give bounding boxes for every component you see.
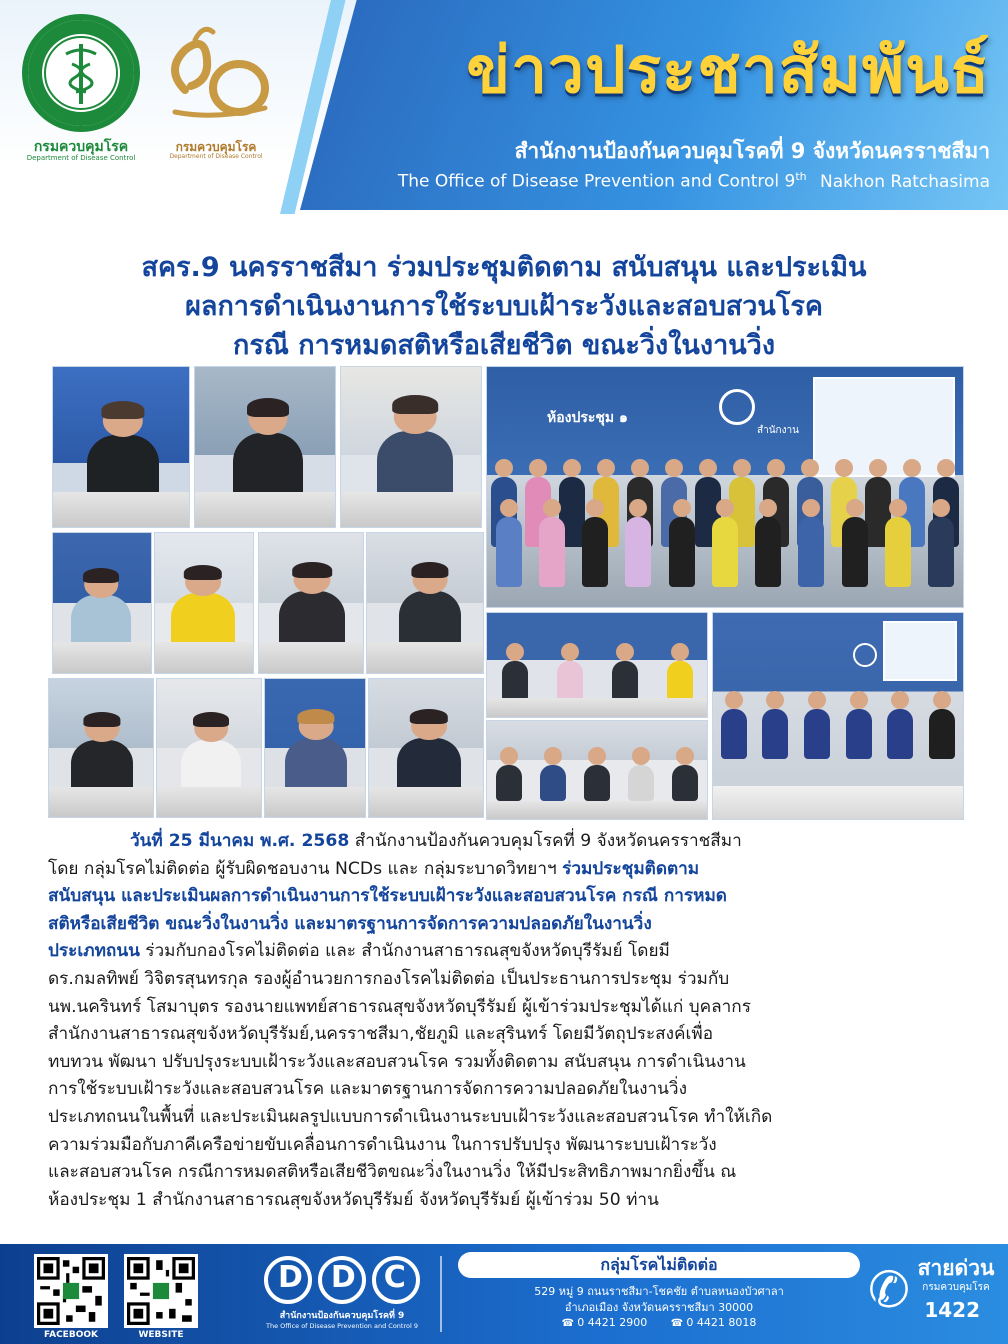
photo-speaker-2 xyxy=(194,366,336,528)
headline-line-2: ผลการดำเนินงานการใช้ระบบเฝ้าระวังและสอบสวนโรค xyxy=(185,291,823,322)
dept-name-en: Department of Disease Control xyxy=(26,154,136,162)
moph-logo xyxy=(22,14,140,132)
address-line-1: 529 หมู่ 9 ถนนราชสีมา-โชคชัย ตำบลหนองบัวศาลา xyxy=(534,1285,784,1298)
body-line: และสอบสวนโรค กรณีการหมดสติหรือเสียชีวิตขณะวิ่งในงานวิ่ง ให้มีประสิทธิภาพมากยิ่งขึ้น ณ xyxy=(48,1162,737,1183)
room-sign: ห้องประชุม ๑ xyxy=(547,410,628,426)
dept-name-th: กรมควบคุมโรค xyxy=(33,139,129,155)
photo-participant-5 xyxy=(48,678,154,818)
photo-participant-4 xyxy=(366,532,484,674)
photo-group xyxy=(486,366,964,608)
ddc-text: DDC xyxy=(278,1260,434,1295)
photo-participant-2 xyxy=(154,532,254,674)
body-line: ประเภทถนนในพื้นที่ และประเมินผลรูปแบบการดำเนินงานระบบเฝ้าระวังและสอบสวนโรค ทำให้เกิด xyxy=(48,1106,773,1127)
photo-meeting-table-1 xyxy=(486,612,708,718)
ddc-subtitle-th: สำนักงานป้องกันควบคุมโรคที่ 9 xyxy=(279,1311,405,1321)
photo-meeting-table-2 xyxy=(486,720,708,820)
photo-meeting-hall xyxy=(712,612,964,820)
website-label: WEBSITE xyxy=(138,1330,184,1340)
event-date: วันที่ 25 มีนาคม พ.ศ. 2568 xyxy=(130,831,350,851)
address-line-2: อำเภอเมือง จังหวัดนครราชสีมา 30000 xyxy=(564,1301,754,1314)
body-line-highlight: สนับสนุน และประเมินผลการดำเนินงานการใช้ระบบเฝ้าระวังและสอบสวนโรค กรณี การหมด xyxy=(48,886,727,907)
body-line xyxy=(48,856,960,884)
news-body xyxy=(48,828,960,1214)
website-qr-code[interactable] xyxy=(124,1254,198,1328)
body-line: ดร.กมลทิพย์ วิจิตรสุนทรกุล รองผู้อำนวยการกองโรคไม่ติดต่อ เป็นประธานการประชุม ร่วมกับ xyxy=(48,968,730,989)
office-name-en xyxy=(330,170,990,192)
office-name-en-prefix: The Office of Disease Prevention and Control 9 xyxy=(397,171,796,192)
phone-1[interactable]: ☎ 0 4421 2900 xyxy=(562,1316,648,1329)
photo-participant-3 xyxy=(258,532,364,674)
body-line xyxy=(48,828,960,856)
body-text-segment: สำนักงานป้องกันควบคุมโรคที่ 9 จังหวัดนครราชสีมา xyxy=(349,831,742,851)
body-line xyxy=(48,938,960,966)
headline-line-1: สคร.9 นครราชสีมา ร่วมประชุมติดตาม สนับสนุน และประเมิน xyxy=(141,252,867,283)
office-name-en-sup: th xyxy=(795,170,807,183)
page-title: ข่าวประชาสัมพันธ์ xyxy=(466,34,990,108)
hotline-subtitle: กรมควบคุมโรค xyxy=(922,1282,990,1293)
photo-speaker-3 xyxy=(340,366,482,528)
qr-code-icon xyxy=(127,1257,195,1325)
photo-speaker-1 xyxy=(52,366,190,528)
body-highlight: ร่วมประชุมติดตาม xyxy=(562,858,700,879)
body-text-segment: ร่วมกับกองโรคไม่ติดต่อ และ สำนักงานสาธารณสุขจังหวัดบุรีรัมย์ โดยมี xyxy=(139,941,670,962)
headline-line-3: กรณี การหมดสติหรือเสียชีวิต ขณะวิ่งในงานวิ่ง xyxy=(232,330,776,361)
ddc-subtitle-en: The Office of Disease Prevention and Control 9 xyxy=(266,1322,418,1330)
hotline-title: สายด่วน xyxy=(917,1256,995,1280)
header-banner xyxy=(0,0,1008,240)
anniversary-name-en: Department of Disease Control xyxy=(169,153,263,160)
photo-participant-6 xyxy=(156,678,262,818)
footer-divider xyxy=(440,1256,442,1332)
body-line: ความร่วมมือกับภาคีเครือข่ายขับเคลื่อนการดำเนินงาน ในการปรับปรุง พัฒนาระบบเฝ้าระวัง xyxy=(48,1134,717,1155)
body-line-highlight: สติหรือเสียชีวิต ขณะวิ่งในงานวิ่ง และมาตรฐานการจัดการความปลอดภัยในงานวิ่ง xyxy=(48,913,652,934)
news-headline xyxy=(40,248,968,365)
qr-code-icon xyxy=(37,1257,105,1325)
body-text-segment: โดย กลุ่มโรคไม่ติดต่อ ผู้รับผิดชอบงาน NCDs และ กลุ่มระบาดวิทยาฯ xyxy=(48,858,563,879)
phone-icon: ✆ xyxy=(868,1261,910,1319)
body-line: ทบทวน พัฒนา ปรับปรุงระบบเฝ้าระวังและสอบสวนโรค รวมทั้งติดตาม สนับสนุน การดำเนินงาน xyxy=(48,1051,746,1072)
photo-participant-7 xyxy=(264,678,366,818)
room-org: สำนักงาน xyxy=(757,425,799,436)
body-line: ห้องประชุม 1 สำนักงานสาธารณสุขจังหวัดบุรีรัมย์ จังหวัดบุรีรัมย์ ผู้เข้าร่วม 50 ท่าน xyxy=(48,1189,659,1210)
body-line: สำนักงานสาธารณสุขจังหวัดบุรีรัมย์,นครราชสีมา,ชัยภูมิ และสุรินทร์ โดยมีวัตถุประสงค์เพื่อ xyxy=(48,1024,714,1045)
footer xyxy=(0,1244,1008,1344)
phone-2[interactable]: ☎ 0 4421 8018 xyxy=(671,1316,757,1329)
group-name-badge: กลุ่มโรคไม่ติดต่อ xyxy=(458,1252,860,1278)
anniversary-80-logo xyxy=(155,20,275,130)
office-name-th: สำนักงานป้องกันควบคุมโรคที่ 9 จังหวัดนครราชสีมา xyxy=(514,139,990,163)
body-line: การใช้ระบบเฝ้าระวังและสอบสวนโรค และมาตรฐานการจัดการความปลอดภัยในงานวิ่ง xyxy=(48,1079,687,1100)
hotline-number[interactable]: 1422 xyxy=(924,1298,980,1322)
facebook-label: FACEBOOK xyxy=(44,1330,98,1340)
photo-participant-8 xyxy=(368,678,484,818)
phone-numbers xyxy=(458,1316,860,1329)
ddc-letters xyxy=(262,1260,434,1295)
body-line: นพ.นครินทร์ โสมาบุตร รองนายแพทย์สาธารณสุขจังหวัดบุรีรัมย์ ผู้เข้าร่วมประชุมได้แก่ บุคลากร xyxy=(48,996,751,1017)
facebook-qr-code[interactable] xyxy=(34,1254,108,1328)
office-name-en-suffix: Nakhon Ratchasima xyxy=(820,171,990,192)
anniversary-name-th: กรมควบคุมโรค xyxy=(175,140,257,154)
photo-participant-1 xyxy=(52,532,152,674)
body-highlight: ประเภทถนน xyxy=(48,941,140,962)
